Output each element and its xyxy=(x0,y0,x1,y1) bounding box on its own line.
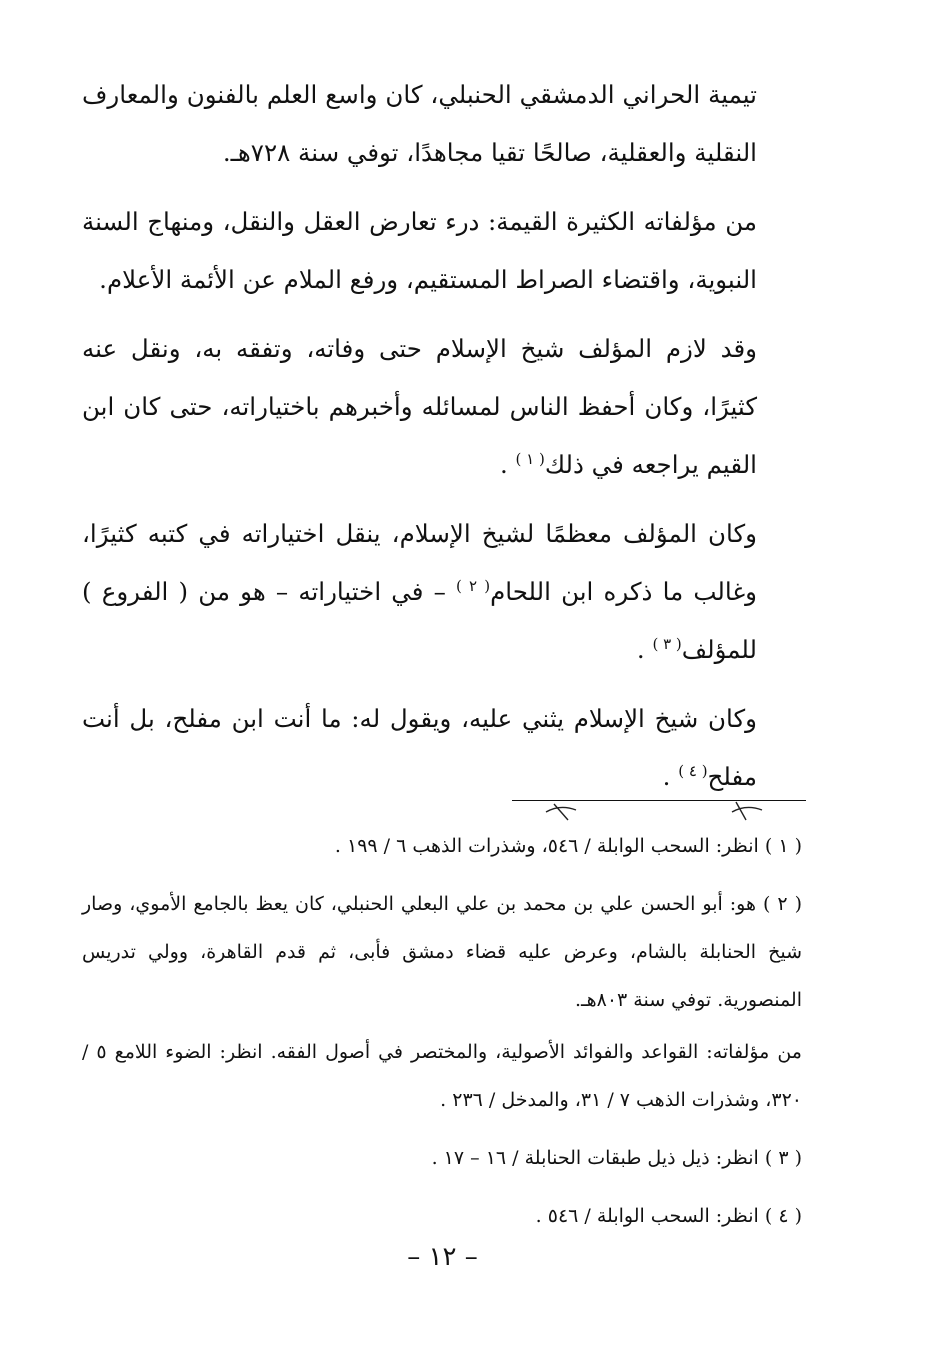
footnote-ref-4: ( ٤ ) xyxy=(678,761,708,780)
paragraph-text: وكان المؤلف معظمًا لشيخ الإسلام، ينقل اختياراته في كتبه كثيرًا، وغالب ما ذكره ابن اللحام xyxy=(82,519,757,606)
paragraph-text: وقد لازم المؤلف شيخ الإسلام حتى وفاته، وتفقه به، ونقل عنه كثيرًا، وكان أحفظ الناس لمسائله وأخبرهم باختياراته، حتى كان ابن القيم يراجعه في ذلك xyxy=(82,334,757,479)
paragraph-end: . xyxy=(662,762,679,791)
footnote-ref-3: ( ٣ ) xyxy=(652,634,682,653)
footnote-3: ( ٣ ) انظر: ذيل ذيل طبقات الحنابلة / ١٦ – ١٧ . xyxy=(431,1147,802,1169)
paragraph-end: . xyxy=(636,635,653,664)
main-text xyxy=(82,66,757,817)
paragraph-text: من مؤلفاته الكثيرة القيمة: درء تعارض العقل والنقل، ومنهاج السنة النبوية، واقتضاء الصراط المستقيم، ورفع الملام عن الأئمة الأعلام. xyxy=(82,207,757,294)
footnote-4: ( ٤ ) انظر: السحب الوابلة / ٥٤٦ . xyxy=(535,1205,802,1227)
footnote-ref-1: ( ١ ) xyxy=(515,449,545,468)
footnote-1: ( ١ ) انظر: السحب الوابلة / ٥٤٦، وشذرات الذهب ٦ / ١٩٩ . xyxy=(334,835,802,857)
footnote-ref-2: ( ٢ ) xyxy=(456,576,491,595)
paragraph-end: . xyxy=(499,450,516,479)
footnote-2: ( ٢ ) هو: أبو الحسن علي بن محمد بن علي البعلي الحنبلي، كان يعظ بالجامع الأموي، وصار شيخ الحنابلة بالشام، وعرض عليه قضاء دمشق فأبى، ثم قدم القاهرة، وولي تدريس المنصورية. توفي سنة ٨٠٣هـ. xyxy=(82,893,803,1011)
paragraph xyxy=(82,690,757,806)
footnotes xyxy=(82,822,802,1250)
paragraph-text: وكان شيخ الإسلام يثني عليه، ويقول له: ما أنت ابن مفلح، بل أنت مفلح xyxy=(82,704,757,791)
paragraph xyxy=(82,320,757,494)
paragraph xyxy=(82,66,757,182)
paragraph xyxy=(82,193,757,309)
paragraph xyxy=(82,505,757,679)
paragraph-text: تيمية الحراني الدمشقي الحنبلي، كان واسع العلم بالفنون والمعارف النقلية والعقلية، صالحًا تقيا مجاهدًا، توفي سنة ٧٢٨هـ. xyxy=(82,80,757,167)
footnote-2-continuation: من مؤلفاته: القواعد والفوائد الأصولية، والمختصر في أصول الفقه. انظر: الضوء اللامع ٥ / ٣٢٠، وشذرات الذهب ٧ / ٣١، والمدخل / ٢٣٦ . xyxy=(82,1041,802,1111)
paragraph-text: – في اختياراته – هو من ( الفروع ) للمؤلف xyxy=(82,577,757,664)
page-number: – ١٢ – xyxy=(407,1242,478,1272)
